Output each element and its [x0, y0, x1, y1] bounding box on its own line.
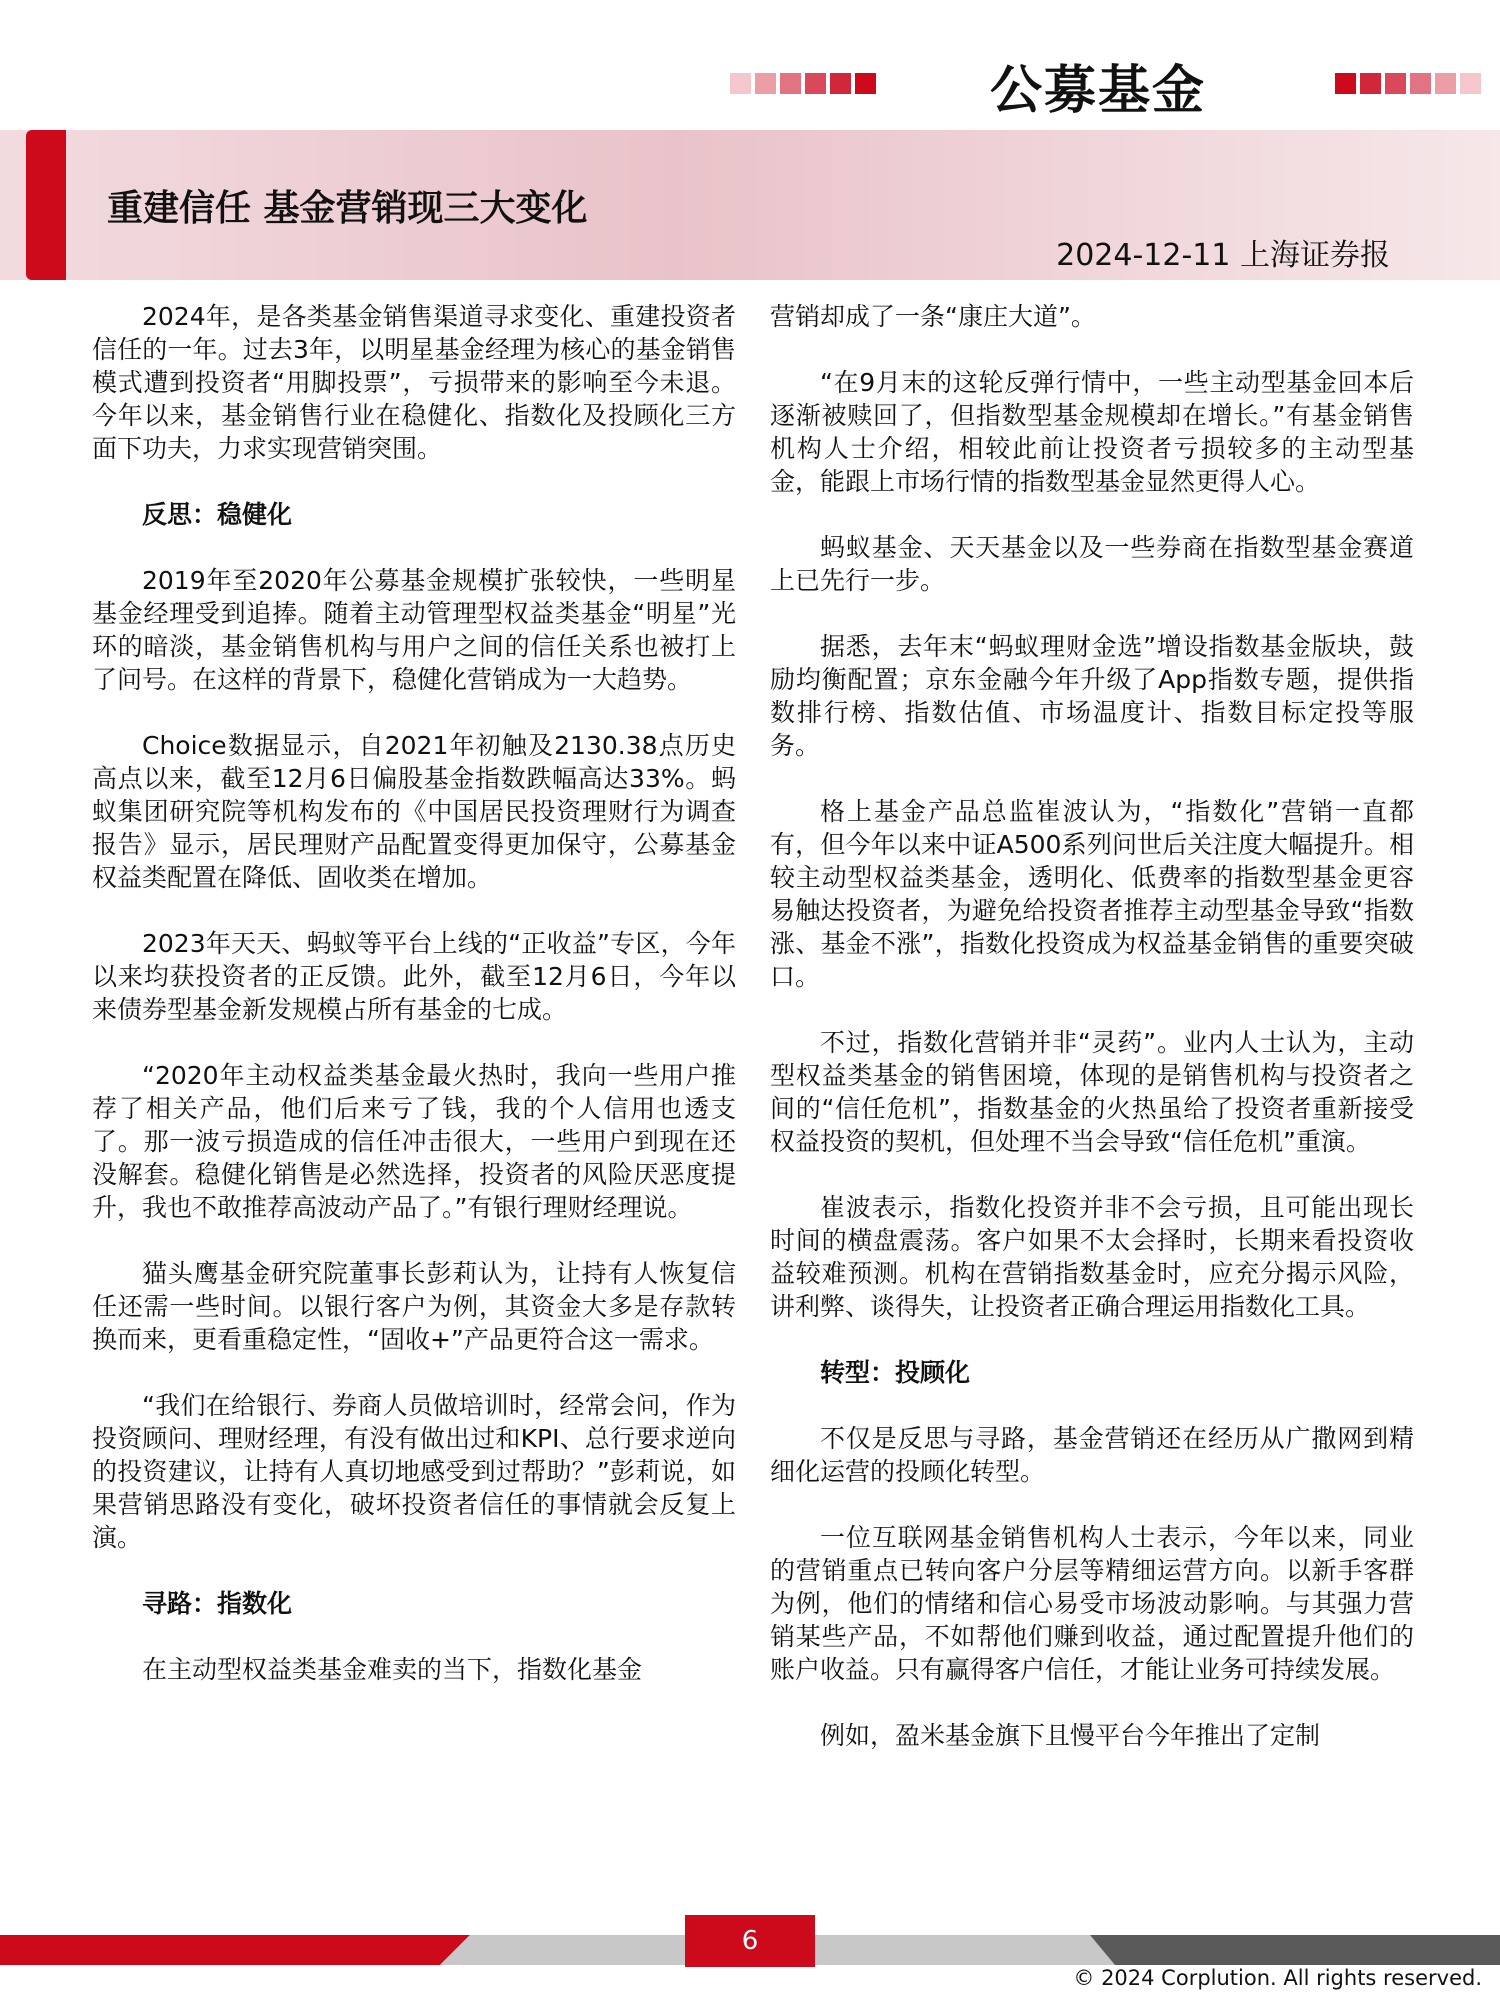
section-title: 公募基金 [990, 61, 1207, 121]
paragraph: 2024年，是各类基金销售渠道寻求变化、重建投资者信任的一年。过去3年，以明星基金经理为核心的基金销售模式遭到投资者“用脚投票”，亏损带来的影响至今未退。今年以来，基金销售行业在稳健化、指数化及投顾化三方面下功夫，力求实现营销突围。 [92, 302, 736, 463]
paragraph: 营销却成了一条“康庄大道”。 [770, 302, 1096, 331]
paragraph: 2019年至2020年公募基金规模扩张较快，一些明星基金经理受到追捧。随着主动管理型权益类基金“明星”光环的暗淡，基金销售机构与用户之间的信任关系也被打上了问号。在这样的背景下，稳健化营销成为一大趋势。 [92, 566, 736, 694]
paragraph: “在9月末的这轮反弹行情中，一些主动型基金回本后逐渐被赎回了，但指数型基金规模却在增长。”有基金销售机构人士介绍，相较此前让投资者亏损较多的主动型基金，能跟上市场行情的指数型基金显然更得人心。 [770, 368, 1414, 496]
paragraph: 据悉，去年末“蚂蚁理财金选”增设指数基金版块，鼓励均衡配置；京东金融今年升级了App指数专题，提供指数排行榜、指数估值、市场温度计、指数目标定投等服务。 [770, 632, 1414, 760]
section-heading: 寻路：指数化 [142, 1589, 293, 1618]
paragraph: 在主动型权益类基金难卖的当下，指数化基金 [142, 1655, 643, 1684]
paragraph: 格上基金产品总监崔波认为，“指数化”营销一直都有，但今年以来中证A500系列问世后关注度大幅提升。相较主动型权益类基金，透明化、低费率的指数型基金更容易触达投资者，为避免给投资者推荐主动型基金导致“指数涨、基金不涨”，指数化投资成为权益基金销售的重要突破口。 [770, 797, 1414, 991]
paragraph: Choice数据显示，自2021年初触及2130.38点历史高点以来，截至12月6日偏股基金指数跌幅高达33%。蚂蚁集团研究院等机构发布的《中国居民投资理财行为调查报告》显示，居民理财产品配置变得更加保守，公募基金权益类配置在降低、固收类在增加。 [92, 731, 736, 892]
paragraph: 不过，指数化营销并非“灵药”。业内人士认为，主动型权益类基金的销售困境，体现的是销售机构与投资者之间的“信任危机”，指数基金的火热虽给了投资者重新接受权益投资的契机，但处理不当会导致“信任危机”重演。 [770, 1028, 1414, 1156]
paragraph: 2023年天天、蚂蚁等平台上线的“正收益”专区，今年以来均获投资者的正反馈。此外，截至12月6日，今年以来债券型基金新发规模占所有基金的七成。 [92, 929, 736, 1024]
page-number: 6 [685, 1915, 815, 1967]
article-dateline: 2024-12-11 上海证券报 [1056, 238, 1390, 273]
section-heading: 反思：稳健化 [142, 500, 293, 529]
copyright-notice: © 2024 Corplution. All rights reserved. [1073, 1966, 1482, 1990]
paragraph: 猫头鹰基金研究院董事长彭莉认为，让持有人恢复信任还需一些时间。以银行客户为例，其资金大多是存款转换而来，更看重稳定性，“固收+”产品更符合这一需求。 [92, 1259, 736, 1354]
paragraph: 崔波表示，指数化投资并非不会亏损，且可能出现长时间的横盘震荡。客户如果不太会择时，长期来看投资收益较难预测。机构在营销指数基金时，应充分揭示风险，讲利弊、谈得失，让投资者正确合理运用指数化工具。 [770, 1193, 1414, 1321]
paragraph: 不仅是反思与寻路，基金营销还在经历从广撒网到精细化运营的投顾化转型。 [770, 1424, 1414, 1486]
paragraph: 一位互联网基金销售机构人士表示，今年以来，同业的营销重点已转向客户分层等精细运营方向。以新手客群为例，他们的情绪和信心易受市场波动影响。与其强力营销某些产品，不如帮他们赚到收益，通过配置提升他们的账户收益。只有赢得客户信任，才能让业务可持续发展。 [770, 1523, 1414, 1684]
paragraph: 例如，盈米基金旗下且慢平台今年推出了定制 [820, 1721, 1321, 1750]
header-deco-left [730, 73, 875, 94]
paragraph: “我们在给银行、券商人员做培训时，经常会问，作为投资顾问、理财经理，有没有做出过和KPI、总行要求逆向的投资建议，让持有人真切地感受到过帮助？”彭莉说，如果营销思路没有变化，破坏投资者信任的事情就会反复上演。 [92, 1391, 736, 1552]
header-deco-right [1335, 73, 1480, 94]
article-title: 重建信任 基金营销现三大变化 [107, 188, 588, 229]
paragraph: 蚂蚁基金、天天基金以及一些券商在指数型基金赛道上已先行一步。 [770, 533, 1414, 595]
section-heading: 转型：投顾化 [820, 1358, 971, 1387]
paragraph: “2020年主动权益类基金最火热时，我向一些用户推荐了相关产品，他们后来亏了钱，我的个人信用也透支了。那一波亏损造成的信任冲击很大，一些用户到现在还没解套。稳健化销售是必然选择，投资者的风险厌恶度提升，我也不敢推荐高波动产品了。”有银行理财经理说。 [92, 1061, 736, 1222]
article-column-left [92, 300, 736, 1719]
title-band-accent [26, 130, 66, 280]
article-column-right [770, 300, 1414, 1785]
